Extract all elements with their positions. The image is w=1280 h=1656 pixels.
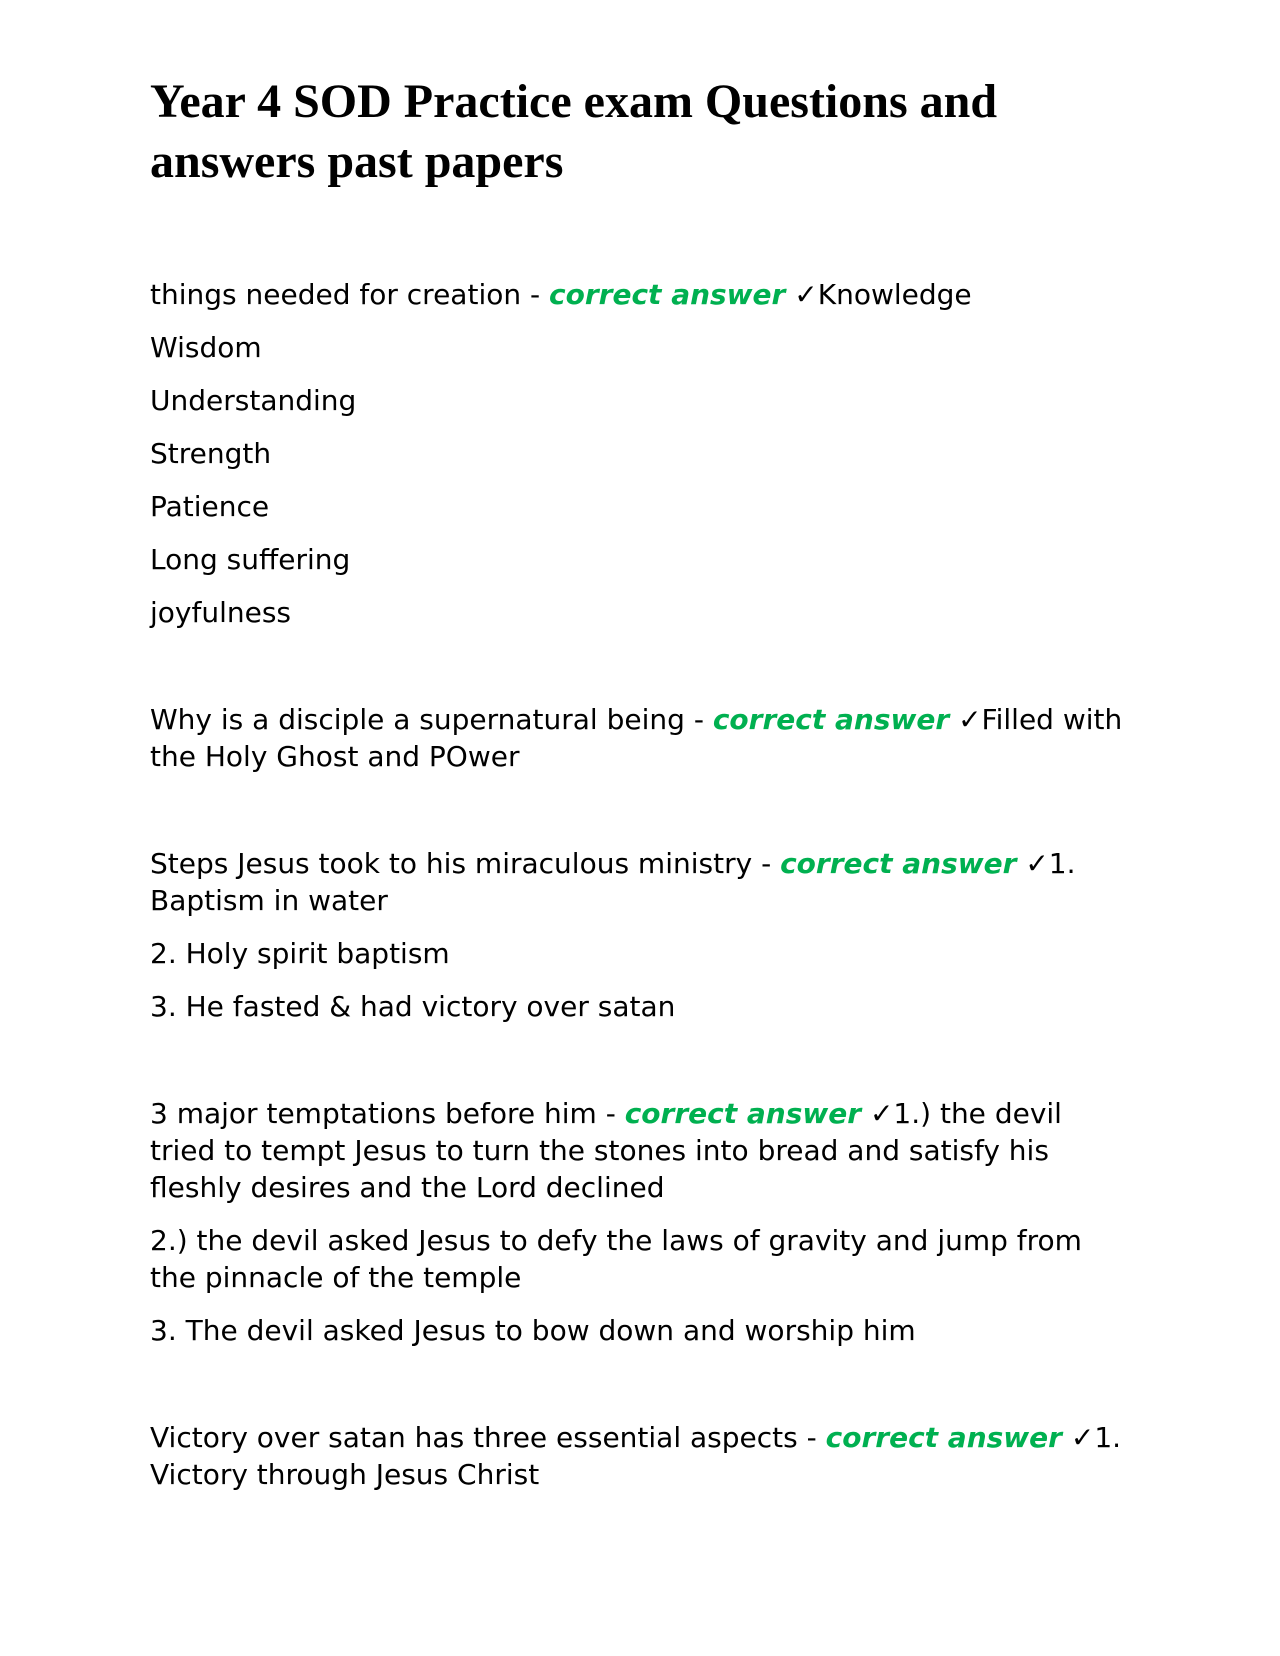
correct-answer-label: correct answer — [825, 1421, 1062, 1454]
answer-line: Strength — [150, 437, 272, 470]
document-title: Year 4 SOD Practice exam Questions and answers past papers — [150, 75, 998, 188]
answer-line: 3. He fasted & had victory over satan — [150, 990, 676, 1023]
separator: - — [596, 1097, 625, 1130]
correct-answer-label: correct answer — [549, 278, 786, 311]
answer-marker-icon: ✓ — [958, 703, 982, 736]
answer-line: joyfulness — [150, 596, 292, 629]
correct-answer-label: correct answer — [780, 847, 1017, 880]
answer-line: Long suffering — [150, 543, 351, 576]
answer-marker-icon: ✓ — [1025, 847, 1049, 880]
answer-line: Understanding — [150, 384, 357, 417]
answer-line: Wisdom — [150, 331, 262, 364]
question-line — [150, 845, 1130, 919]
answer-text: Knowledge — [817, 278, 972, 311]
answer-marker-icon: ✓ — [869, 1097, 894, 1130]
question-text: 3 major temptations before him — [150, 1097, 597, 1130]
answer-line: 3. The devil asked Jesus to bow down and worship him — [150, 1314, 916, 1347]
question-text: Victory over satan has three essential aspects — [150, 1421, 798, 1454]
correct-answer-label: correct answer — [712, 703, 950, 736]
answer-text: Filled with the Holy Ghost and POwer — [150, 703, 1123, 773]
answer-line: Patience — [150, 490, 270, 523]
qa-item — [150, 845, 1130, 1025]
correct-answer-label: correct answer — [624, 1097, 862, 1130]
qa-item — [150, 276, 1130, 631]
answer-marker-icon: ✓ — [1070, 1421, 1095, 1454]
question-text: Steps Jesus took to his miraculous ministry — [150, 847, 753, 880]
question-text: things needed for creation — [150, 278, 522, 311]
qa-item — [150, 1095, 1130, 1349]
question-line — [150, 1419, 1130, 1493]
separator: - — [521, 278, 550, 311]
answer-marker-icon: ✓ — [794, 278, 818, 311]
question-line — [150, 1095, 1130, 1206]
answer-line: 2. Holy spirit baptism — [150, 937, 450, 970]
answer-text: 1. Baptism in water — [150, 847, 1076, 917]
document-page — [150, 72, 1130, 1563]
question-line — [150, 701, 1130, 775]
question-text: Why is a disciple a supernatural being — [150, 703, 685, 736]
separator: - — [684, 703, 713, 736]
qa-list — [150, 276, 1130, 1493]
answer-text: 1.) the devil tried to tempt Jesus to turn the stones into bread and satisfy his fleshly desires and the Lord declined — [150, 1097, 1062, 1204]
separator: - — [797, 1421, 826, 1454]
qa-item — [150, 701, 1130, 775]
qa-item — [150, 1419, 1130, 1493]
question-line — [150, 276, 1130, 313]
answer-text: 1. Victory through Jesus Christ — [150, 1421, 1122, 1491]
answer-line: 2.) the devil asked Jesus to defy the laws of gravity and jump from the pinnacle of the temple — [150, 1224, 1082, 1294]
separator: - — [752, 847, 781, 880]
